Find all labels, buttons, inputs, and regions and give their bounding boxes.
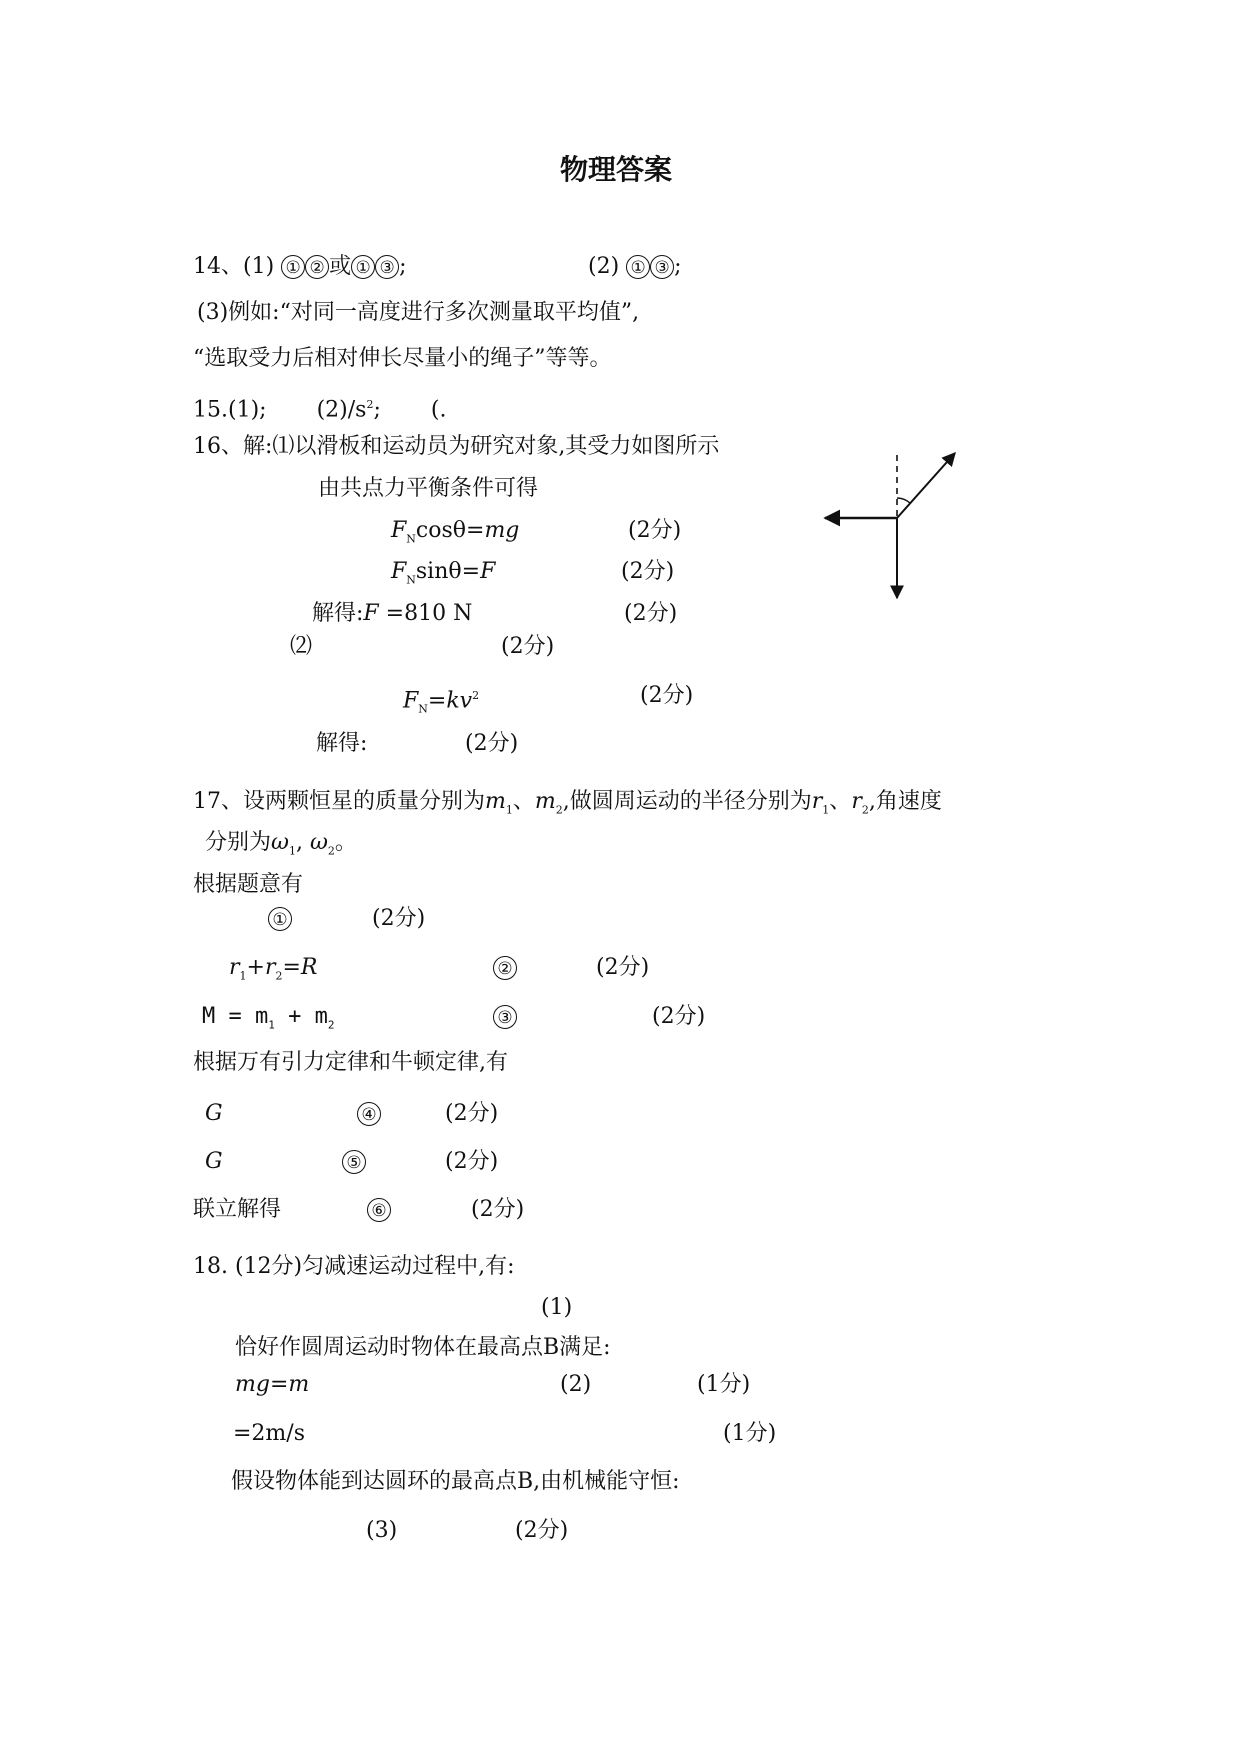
- q17-text: 分别为: [205, 830, 272, 855]
- force-symbol: F: [391, 559, 407, 584]
- superscript: 2: [472, 689, 480, 702]
- plus-sign: +: [246, 955, 265, 980]
- subscript: 2: [555, 803, 563, 817]
- radius-symbol: r: [229, 955, 240, 980]
- eq-R: =R: [282, 955, 318, 980]
- q15-part3: ;: [373, 397, 381, 423]
- q16-eq3-score: (2分): [624, 601, 678, 626]
- q17-eq5-circle: [342, 1149, 366, 1175]
- q18-eq2-number: (2): [560, 1372, 592, 1397]
- q16-line2: 由共点力平衡条件可得: [318, 476, 539, 501]
- q17-eq3: [202, 1004, 334, 1038]
- q16-line1: 16、解:⑴以滑板和运动员为研究对象,其受力如图所示: [193, 434, 720, 459]
- q17-line1: [193, 789, 942, 823]
- q18-eq4-score: (2分): [515, 1518, 569, 1543]
- q17-line5: 联立解得: [193, 1197, 282, 1222]
- q15-part1: 15.(1);: [193, 397, 267, 423]
- q17-eq4-circle: [357, 1101, 381, 1127]
- q17-eq1-score: (2分): [372, 906, 426, 931]
- circled-number: ⑥: [367, 1198, 391, 1222]
- separator: ,: [295, 830, 303, 855]
- q14-line3: “选取受力后相对伸长尽量小的绳子”等等。: [193, 346, 612, 371]
- circled-number: ①: [626, 255, 650, 279]
- subscript: N: [418, 702, 428, 716]
- q15-part4: (.: [430, 397, 447, 423]
- angle-arc: [897, 498, 910, 503]
- force-symbol: F: [363, 601, 379, 626]
- q16-eq2: [391, 559, 495, 593]
- circled-number: ①: [281, 255, 305, 279]
- eq-text: cosθ=: [415, 518, 485, 543]
- eq-kv: kv: [446, 688, 473, 714]
- q16-part2-score: (2分): [501, 634, 555, 659]
- q17-eq2: [229, 955, 318, 989]
- force-symbol: F: [480, 559, 496, 584]
- mass-symbol: m: [485, 789, 506, 814]
- q16-eq4-score: (2分): [640, 683, 694, 708]
- q14-part2-label: (2): [588, 254, 620, 279]
- circled-number: ③: [375, 255, 399, 279]
- q17-eq2-circle: [493, 955, 517, 981]
- circled-number: ②: [305, 255, 329, 279]
- gravitational-constant: G: [205, 1149, 223, 1174]
- subscript: N: [406, 573, 416, 587]
- q17-eq6-circle: [367, 1197, 391, 1223]
- subscript: 1: [239, 969, 247, 983]
- q17-eq5-score: (2分): [445, 1149, 499, 1174]
- subscript: N: [406, 532, 416, 546]
- q17-eq6-score: (2分): [471, 1197, 525, 1222]
- q17-eq1: [268, 906, 292, 932]
- force-diagram: [820, 450, 980, 610]
- q18-line1: 18. (12分)匀减速运动过程中,有:: [193, 1254, 515, 1279]
- omega-symbol: ω: [271, 830, 289, 855]
- circled-number: ③: [493, 1005, 517, 1029]
- q18-eq3-score: (1分): [723, 1421, 777, 1446]
- q17-eq4-score: (2分): [445, 1101, 499, 1126]
- separator: 、: [512, 789, 535, 814]
- normal-force-arrow: [897, 453, 955, 518]
- q17-text: 17、设两颗恒星的质量分别为: [193, 789, 485, 814]
- page-title: 物理答案: [560, 153, 673, 186]
- q16-eq5-score: (2分): [465, 731, 519, 756]
- radius-symbol: r: [851, 789, 862, 814]
- q16-eq4: [403, 683, 479, 723]
- solve-label: 解得:: [312, 601, 364, 626]
- q18-eq3: =2m/s: [233, 1421, 305, 1446]
- eq-text: + m: [274, 1004, 328, 1029]
- force-symbol: F: [403, 688, 419, 714]
- eq-text: M = m: [202, 1004, 269, 1029]
- q14-line2: (3)例如:“对同一高度进行多次测量取平均值”,: [197, 300, 640, 325]
- circled-number: ①: [351, 255, 375, 279]
- q17-text: ,做圆周运动的半径分别为: [562, 789, 812, 814]
- q18-eq2: mg=m: [235, 1372, 310, 1397]
- circled-number: ③: [650, 255, 674, 279]
- q18-eq4-number: (3): [366, 1518, 398, 1543]
- q14-part2: [588, 254, 682, 280]
- q18-line2: 恰好作圆周运动时物体在最高点B满足:: [235, 1335, 611, 1360]
- circled-number: ⑤: [342, 1150, 366, 1174]
- q14-semicolon: ;: [674, 254, 682, 279]
- q17-eq3-score: (2分): [652, 1004, 706, 1029]
- q16-eq1: [391, 518, 519, 552]
- force-symbol: F: [391, 518, 407, 543]
- q17-line2: [205, 830, 357, 864]
- subscript: 1: [268, 1018, 275, 1032]
- q14-part1-label: 14、(1): [193, 254, 282, 279]
- subscript: 2: [275, 969, 283, 983]
- radius-symbol: r: [811, 789, 823, 814]
- q17-line4: 根据万有引力定律和牛顿定律,有: [193, 1050, 508, 1075]
- q16-eq2-score: (2分): [621, 559, 675, 584]
- eq-mg: mg: [484, 518, 520, 543]
- circled-number: ④: [357, 1102, 381, 1126]
- subscript: 2: [327, 1018, 335, 1032]
- q17-eq3-circle: [493, 1004, 517, 1030]
- q15-line: [193, 392, 446, 423]
- subscript: 1: [822, 803, 830, 817]
- eq-text: =: [427, 688, 447, 714]
- q16-eq3: [312, 601, 472, 627]
- subscript: 2: [861, 803, 869, 817]
- circled-number: ①: [268, 907, 292, 931]
- omega-symbol: ω: [309, 830, 328, 855]
- q14-or: 或: [329, 254, 352, 279]
- q14-semicolon: ;: [399, 254, 407, 279]
- eq-value: =810 N: [378, 601, 473, 626]
- separator: 。: [334, 830, 357, 855]
- q17-line3: 根据题意有: [193, 872, 304, 897]
- q14-line1: [193, 254, 407, 280]
- subscript: 1: [288, 844, 296, 858]
- q18-eq2-score: (1分): [697, 1372, 751, 1397]
- q15-superscript: 2: [366, 398, 374, 411]
- eq-text: sinθ=: [415, 559, 481, 584]
- circled-number: ②: [493, 956, 517, 980]
- q17-eq2-score: (2分): [596, 955, 650, 980]
- subscript: 1: [505, 803, 513, 817]
- q16-part2-label: ⑵: [290, 634, 313, 659]
- gravitational-constant: G: [205, 1101, 223, 1126]
- q18-eq1-number: (1): [541, 1295, 573, 1320]
- q17-text: ,角速度: [868, 789, 942, 814]
- radius-symbol: r: [264, 955, 276, 980]
- q16-eq1-score: (2分): [628, 518, 682, 543]
- mass-symbol: m: [534, 789, 556, 814]
- subscript: 2: [327, 844, 335, 858]
- q16-eq5-label: 解得:: [316, 731, 368, 756]
- separator: 、: [829, 789, 852, 814]
- q15-part2: (2)/s: [316, 397, 367, 423]
- q18-line4: 假设物体能到达圆环的最高点B,由机械能守恒:: [231, 1469, 680, 1494]
